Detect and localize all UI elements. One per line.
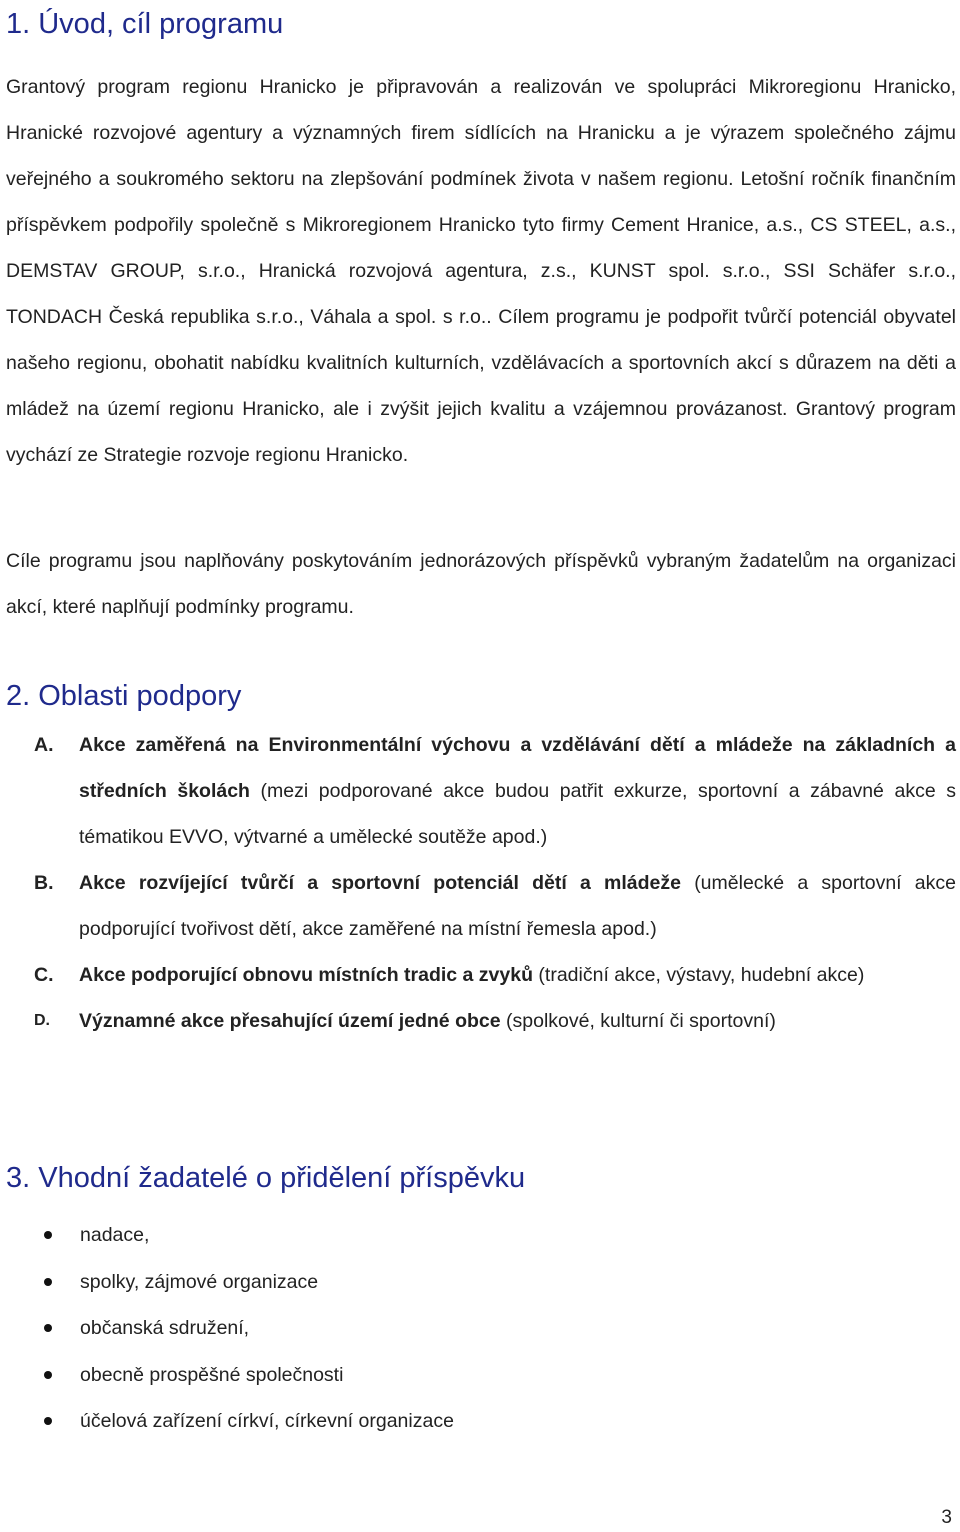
section-1-paragraph-1: Grantový program regionu Hranicko je připravován a realizován ve spolupráci Mikroregionu Hranicko, Hranické rozvojové agentury a významných firem sídlících na Hranicku a je výrazem společného zájmu veřejného a soukromého sektoru na zlepšování podmínek života v našem regionu. Letošní ročník finančním příspěvkem podpořily společně s Mikroregionem Hranicko tyto firmy Cement Hranice, a.s., CS STEEL, a.s., DEMSTAV GROUP, s.r.o., Hranická rozvojová agentura, z.s., KUNST spol. s.r.o., SSI Schäfer s.r.o., TONDACH Česká republika s.r.o., Váhala a spol. s r.o.. Cílem programu je podpořit tvůrčí potenciál obyvatel našeho regionu, obohatit nabídku kvalitních kulturních, vzdělávacích a sportovních akcí s důrazem na děti a mládež na území regionu Hranicko, ale i zvýšit jejich kvalitu a vzájemnou provázanost. Grantový program vychází ze Strategie rozvoje regionu Hranicko. (6, 76, 956, 466)
applicant-list-item (6, 1398, 956, 1445)
support-area-description: (mezi podporované akce budou patřit exkurze, sportovní a zábavné akce s tématikou EVVO, výtvarné a umělecké soutěže apod.) (79, 780, 956, 848)
bullet-icon (44, 1324, 52, 1332)
support-area-title: Akce zaměřená na Environmentální výchovu a vzdělávání dětí a mládeže na základních a středních školách (79, 734, 956, 802)
section-3-heading: 3. Vhodní žadatelé o přidělení příspěvku (6, 1162, 526, 1194)
applicant-type: nadace, (80, 1224, 150, 1246)
applicant-list-item (6, 1259, 956, 1306)
section-2-heading: 2. Oblasti podpory (6, 680, 242, 712)
bullet-icon (44, 1278, 52, 1286)
applicants-list (6, 1212, 956, 1445)
section-1-heading: 1. Úvod, cíl programu (6, 8, 284, 40)
support-area-item (6, 722, 956, 860)
bullet-icon (44, 1417, 52, 1425)
support-area-title: Akce podporující obnovu místních tradic a zvyků (79, 964, 534, 986)
page-number: 3 (941, 1507, 952, 1528)
applicant-list-item (6, 1305, 956, 1352)
support-areas-list (6, 722, 956, 1044)
applicant-list-item (6, 1212, 956, 1259)
bullet-icon (44, 1371, 52, 1379)
support-area-letter: A. (34, 734, 54, 756)
applicant-list-item (6, 1352, 956, 1399)
bullet-icon (44, 1231, 52, 1239)
applicant-type: obecně prospěšné společnosti (80, 1363, 344, 1386)
support-area-description: (umělecké a sportovní akce podporující tvořivost dětí, akce zaměřené na místní řemesla apod.) (79, 872, 956, 940)
support-area-description: (tradiční akce, výstavy, hudební akce) (533, 964, 865, 986)
applicant-type: občanská sdružení, (80, 1317, 250, 1339)
support-area-letter: D. (34, 1012, 50, 1029)
support-area-title: Významné akce přesahující území jedné obce (79, 1010, 501, 1032)
applicant-type: účelová zařízení církví, církevní organizace (80, 1410, 454, 1432)
support-area-title: Akce rozvíjející tvůrčí a sportovní potenciál dětí a mládeže (79, 872, 681, 894)
section-1-paragraph-2: Cíle programu jsou naplňovány poskytováním jednorázových příspěvků vybraným žadatelům na organizaci akcí, které naplňují podmínky programu. (6, 550, 956, 618)
support-area-letter: C. (34, 964, 54, 986)
support-area-item (6, 998, 956, 1044)
applicant-type: spolky, zájmové organizace (80, 1270, 319, 1293)
support-area-item (6, 860, 956, 952)
support-area-item (6, 952, 956, 998)
support-area-description: (spolkové, kulturní či sportovní) (500, 1010, 776, 1032)
support-area-letter: B. (34, 872, 54, 894)
